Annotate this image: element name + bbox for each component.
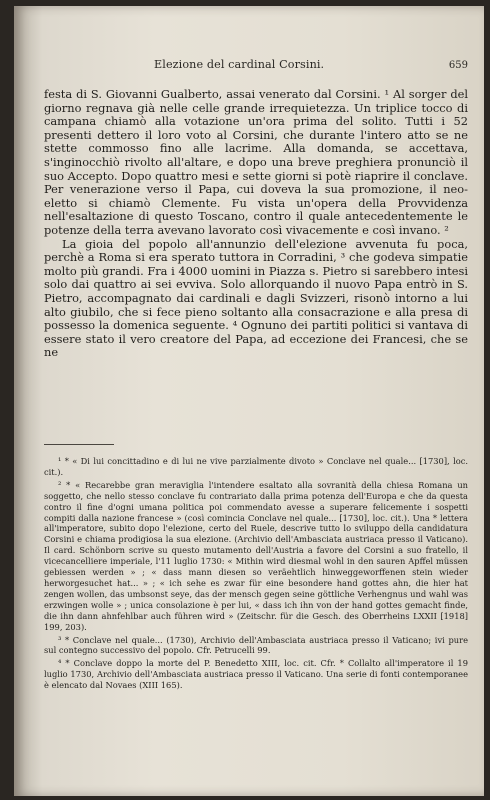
- running-head: [44, 58, 468, 74]
- running-title: Elezione del cardinal Corsini.: [154, 58, 325, 71]
- body-paragraph-2: La gioia del popolo all'annunzio dell'elezione avvenuta fu poca, perchè a Roma si era sperato tuttora in Corradini, ³ che godeva simpatie molto più grandi. Fra i 4000 uomini in Piazza s. Pietro si sarebbero intesi solo dai quattro ai sei evviva. Solo allorquando il nuovo Papa entrò in S. Pietro, accompagnato dai cardinali e dagli Svizzeri, risonò intorno a lui alto giubilo, che si fece pieno soltanto alla consacrazione e alla presa di possesso la domenica seguente. ⁴ Ognuno dei partiti politici si vantava di essere stato il vero creatore del Papa, ad eccezione dei Francesi, che se ne: [44, 236, 468, 360]
- page-number: 659: [448, 60, 468, 71]
- footnote-3: ³ * Conclave nel quale... (1730), Archivio dell'Ambasciata austriaca presso il Vaticano; ivi pure sul contegno successivo del popolo. Cfr. Petrucelli 99.: [44, 634, 468, 656]
- body-paragraph-1: festa di S. Giovanni Gualberto, assai venerato dal Corsini. ¹ Al sorger del giorno regnava già nelle celle grande irrequietezza. Un triplice tocco di campana chiamò alla votazione un'ora prima del solito. Tutti i 52 presenti dettero il loro voto al Corsini, che durante l'intero atto se ne stette commosso fino alle lacrime. Alla domanda, se accettava, s'inginocchiò rivolto all'altare, e dopo una breve preghiera pronunciò il suo Accepto. Dopo quattro mesi e sette giorni si potè riaprire il conclave. Per venerazione verso il Papa, cui doveva la sua promozione, il neo-eletto si chiamò Clemente. Fu vista un'opera della Provvidenza nell'esaltazione di questo Toscano, contro il quale antecedentemente le potenze della terra avevano lavorato così vivacemente e così invano. ²: [44, 87, 468, 237]
- footnote-4: ⁴ * Conclave doppo la morte del P. Benedetto XIII, loc. cit. Cfr. * Collalto all'imperatore il 19 luglio 1730, Archivio dell'Ambasciata austriaca presso il Vaticano. Una serie di fonti contemporanee è elencato dal Novaes (XIII 165).: [44, 658, 468, 691]
- footnote-2: ² * « Recarebbe gran meraviglia l'intendere esaltato alla sovranità della chiesa Romana un soggetto, che nello stesso conclave fu contrariato dalla prima potenza dell'Europa e che da questa contro il fine d'ogni umana politica poi commendato avesse a superare felicemente i sospetti compiti dalla nazione francese » (così comincia Conclave nel quale... [1730], loc. cit.). Una * lettera all'imperatore, subito dopo l'elezione, certo del Ruele, descrive tutto lo sviluppo della candidatura Corsini e chiama prodigiosa la sua elezione. (Archivio dell'Ambasciata austriaca presso il Vaticano). Il card. Schönborn scrive su questo mutamento dell'Austria a favore del Corsini a suo fratello, il vicecancelliere imperiale, l'11 luglio 1730: « Mithin wird diesmal wohl in den sauren Apffel müssen gebiessen werden » ; « dass mann diesen so veräehtlich hinweggeworffenen stein wieder herworgesuchet hat... » ; « ich sehe es zwar für eine besondere hand gottes ahn, die hier hat zengen wollen, das umbsonst seye, das der mensch gegen seine göttliche Verhengnus und wahl was erzwingen wolle » ; unica consolazione è per lui, « dass ich ihn von der hand gottes gemacht finde, die ihn dann ahnfehlbar auch führen wird » (Zeitschr. für die Gesch. des Oberrheins LXXII [1918] 199, 203).: [44, 479, 468, 632]
- footnote-divider: [44, 444, 114, 445]
- footnote-1: ¹ * « Di lui concittadino e di lui ne vive parzialmente divoto » Conclave nel quale... [1730], loc. cit.).: [44, 456, 468, 477]
- footnotes: [44, 456, 468, 693]
- book-page: [14, 6, 484, 796]
- body-text: [44, 88, 468, 360]
